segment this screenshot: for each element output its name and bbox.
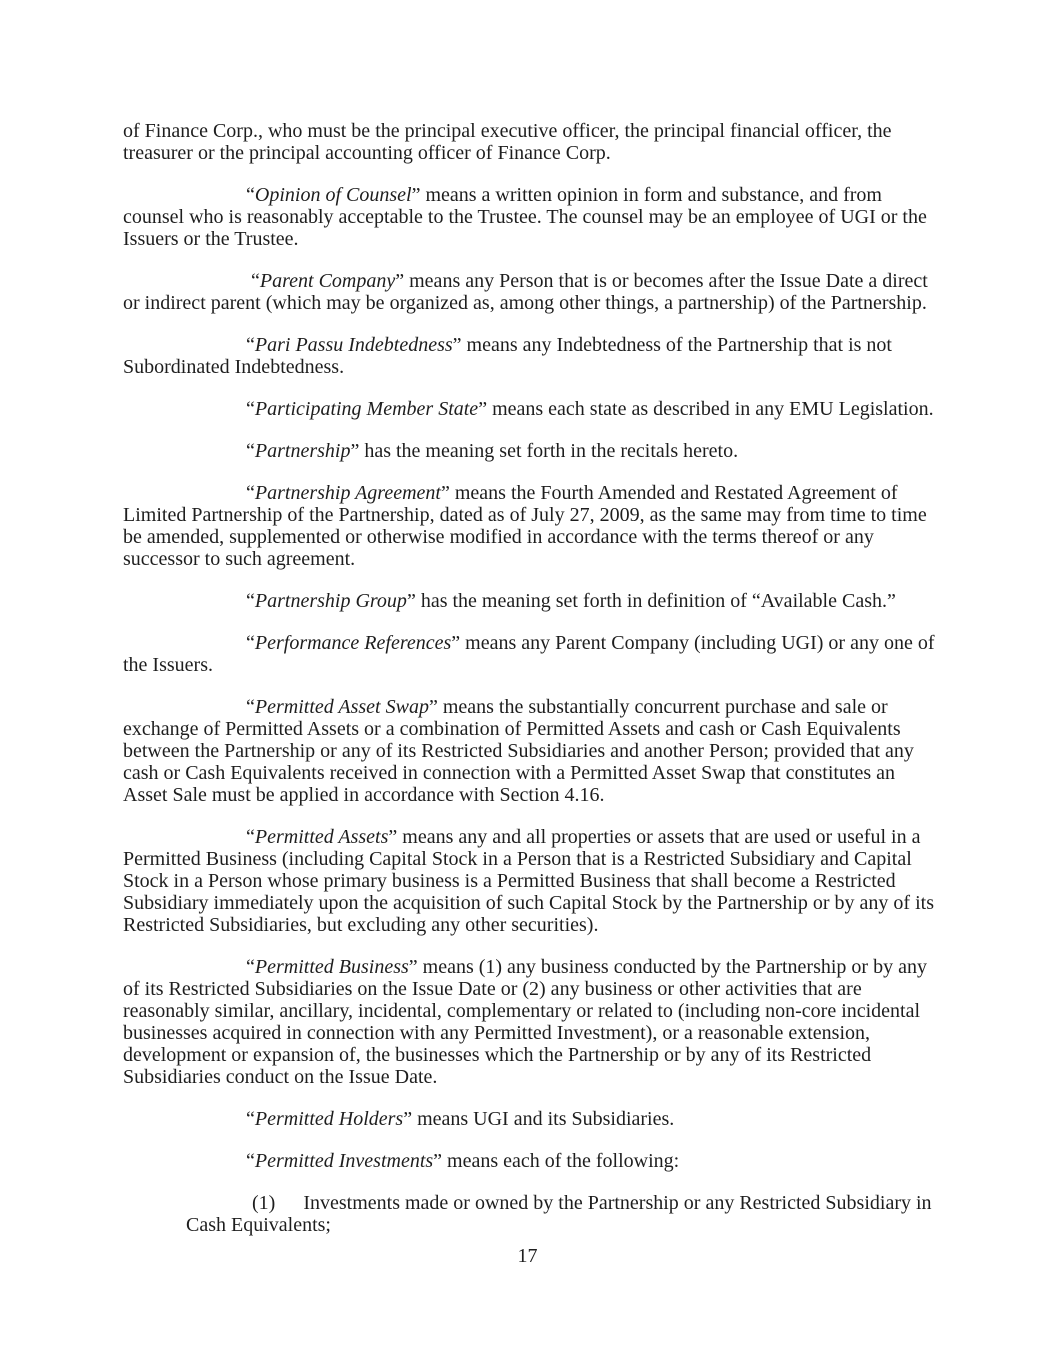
paragraph-text: ” means the substantially concurrent purchase and sale or exchange of Permitted Assets or a combination of Permitted Assets and cash or Cash Equivalents between the Partnership or any of its Restricted Subsidiaries and another Person; provided that any cash or Cash Equivalents received in connection with a Permitted Asset Swap that constitutes an Asset Sale must be applied in accordance with Section 4.16. — [123, 696, 914, 806]
paragraph-text: Investments made or owned by the Partnership or any Restricted Subsidiary in Cash Equivalents; — [186, 1192, 932, 1236]
paragraph-text: ” means any Indebtedness of the Partnership that is not Subordinated Indebtedness. — [123, 334, 892, 378]
paragraph — [123, 696, 936, 806]
paragraph — [123, 590, 936, 612]
paragraph-text: “ — [246, 482, 255, 504]
defined-term: Pari Passu Indebtedness — [254, 334, 453, 356]
paragraph-text: ” means any and all properties or assets that are used or useful in a Permitted Business (including Capital Stock in a Person that is a Restricted Subsidiary and Capital Stock in a Person whose primary business is a Permitted Business that shall become a Restricted Subsidiary immediately upon the acquisition of such Capital Stock by the Partnership or by any of its Restricted Subsidiaries, but excluding any other securities). — [123, 826, 934, 936]
paragraph-text: ” means each state as described in any EMU Legislation. — [478, 398, 934, 420]
paragraph-text: “ — [246, 398, 255, 420]
paragraph-text: “ — [246, 1108, 255, 1130]
paragraph-text: ” means the Fourth Amended and Restated Agreement of Limited Partnership of the Partnership, dated as of July 27, 2009, as the same may from time to time be amended, supplemented or otherwise modified in accordance with the terms thereof or any successor to such agreement. — [123, 482, 927, 570]
paragraph — [123, 120, 936, 164]
defined-term: Performance References — [254, 632, 452, 654]
paragraph-text: “ — [246, 590, 255, 612]
paragraph — [123, 632, 936, 676]
paragraph-text: “ — [246, 440, 255, 462]
paragraph — [123, 440, 936, 462]
defined-term: Permitted Holders — [254, 1108, 404, 1130]
paragraph-text: “ — [246, 632, 255, 654]
document-body — [123, 120, 936, 1236]
paragraph — [123, 334, 936, 378]
paragraph-text: ” has the meaning set forth in definition of “Available Cash.” — [406, 590, 896, 612]
defined-term: Participating Member State — [254, 398, 479, 420]
paragraph-text: “ — [246, 1150, 255, 1172]
paragraph-text: ” means UGI and its Subsidiaries. — [403, 1108, 675, 1130]
paragraph-text: “ — [246, 696, 255, 718]
defined-term: Permitted Assets — [254, 826, 389, 848]
paragraph-text: ” means each of the following: — [433, 1150, 680, 1172]
paragraph-text: “ — [246, 826, 255, 848]
paragraph-text: “ — [246, 334, 255, 356]
defined-term: Partnership Agreement — [254, 482, 441, 504]
paragraph — [123, 184, 936, 250]
paragraph-text: “ — [246, 270, 260, 292]
paragraph-text: ” means (1) any business conducted by the Partnership or by any of its Restricted Subsidiaries on the Issue Date or (2) any business or other activities that are reasonably similar, ancillary, incidental, complementary or related to (including non-core incidental businesses acquired in connection with any Permitted Investment), or a reasonable extension, development or expansion of, the businesses which the Partnership or by any of its Restricted Subsidiaries conduct on the Issue Date. — [123, 956, 927, 1088]
paragraph — [123, 1150, 936, 1172]
paragraph-text: “ — [246, 956, 255, 978]
defined-term: Partnership — [254, 440, 351, 462]
paragraph-text: (1) — [252, 1192, 276, 1214]
paragraph-text: ” means any Parent Company (including UGI) or any one of the Issuers. — [123, 632, 935, 676]
defined-term: Partnership Group — [254, 590, 407, 612]
page-number: 17 — [517, 1245, 538, 1267]
paragraph — [123, 1108, 936, 1130]
paragraph — [123, 482, 936, 570]
defined-term: Permitted Investments — [254, 1150, 434, 1172]
defined-term: Parent Company — [259, 270, 396, 292]
paragraph-text: “ — [246, 184, 255, 206]
paragraph — [123, 826, 936, 936]
paragraph-text: of Finance Corp., who must be the principal executive officer, the principal financial officer, the treasurer or the principal accounting officer of Finance Corp. — [123, 120, 892, 164]
paragraph — [186, 1192, 936, 1236]
defined-term: Opinion of Counsel — [254, 184, 412, 206]
paragraph-text: ” has the meaning set forth in the recitals hereto. — [350, 440, 739, 462]
defined-term: Permitted Business — [254, 956, 409, 978]
paragraph-text: ” means a written opinion in form and substance, and from counsel who is reasonably acceptable to the Trustee. The counsel may be an employee of UGI or the Issuers or the Trustee. — [123, 184, 927, 250]
paragraph — [123, 398, 936, 420]
paragraph — [123, 956, 936, 1088]
defined-term: Permitted Asset Swap — [254, 696, 429, 718]
paragraph — [123, 270, 936, 314]
paragraph-text: ” means any Person that is or becomes after the Issue Date a direct or indirect parent (which may be organized as, among other things, a partnership) of the Partnership. — [123, 270, 928, 314]
